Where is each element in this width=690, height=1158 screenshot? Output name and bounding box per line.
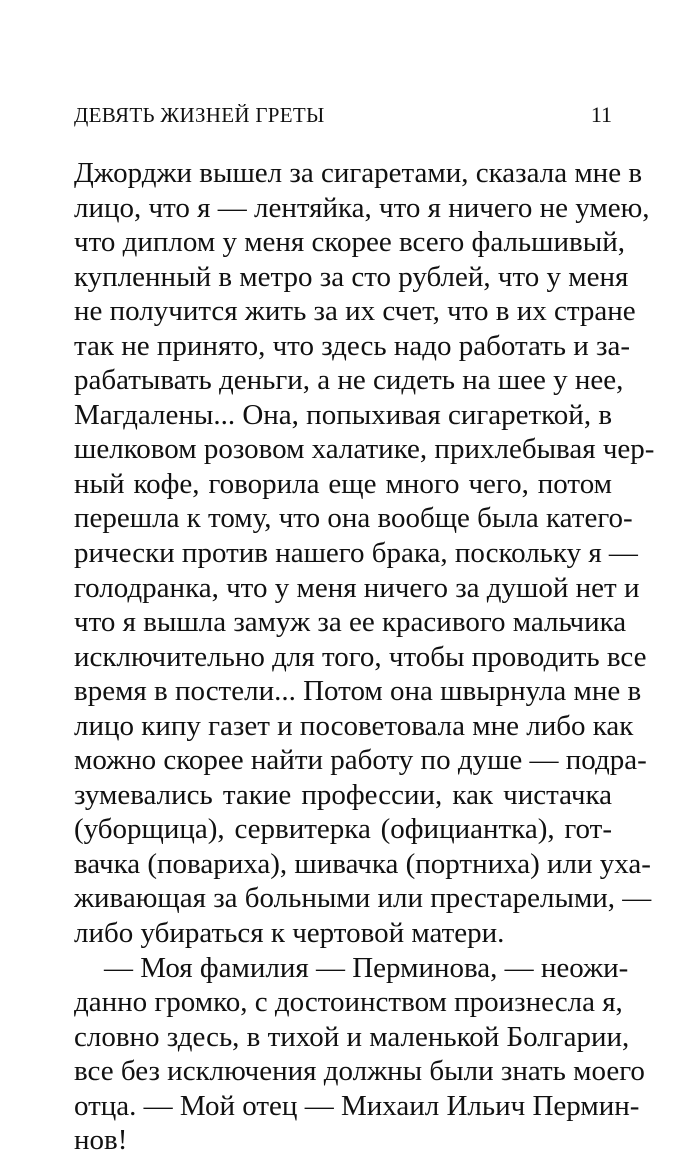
text-line: так не принято, что здесь надо работать и за- <box>74 329 631 362</box>
text-line: купленный в метро за сто рублей, что у меня <box>74 260 629 293</box>
running-header <box>74 100 612 130</box>
text-line: вачка (повариха), шивачка (портниха) или уха- <box>74 847 651 880</box>
text-line: рически против нашего брака, поскольку я — <box>74 537 638 570</box>
text-line: словно здесь, в тихой и маленькой Болгарии, <box>74 1020 630 1053</box>
text-line: — Моя фамилия — Перминова, — неожи- <box>104 951 629 984</box>
running-title: ДЕВЯТЬ ЖИЗНЕЙ ГРЕТЫ <box>74 103 325 127</box>
text-line: нов! <box>74 1124 128 1157</box>
page-number: 11 <box>590 102 612 127</box>
text-line: рабатывать деньги, а не сидеть на шее у нее, <box>74 364 624 397</box>
text-line: что я вышла замуж за ее красивого мальчика <box>74 606 627 639</box>
text-line: ный кофе, говорила еще много чего, потом <box>74 467 612 500</box>
body-text <box>74 156 655 1158</box>
text-line: Джорджи вышел за сигаретами, сказала мне в <box>74 157 643 189</box>
text-line: не получится жить за их счет, что в их стране <box>74 295 636 328</box>
text-line: зумевались такие профессии, как чистачка <box>74 778 612 811</box>
text-line: (уборщица), сервитерка (официантка), гот- <box>74 813 612 846</box>
text-line: все без исключения должны были знать моего <box>74 1055 645 1088</box>
text-line: отца. — Мой отец — Михаил Ильич Пермин- <box>74 1089 640 1122</box>
text-line: голодранка, что у меня ничего за душой нет и <box>74 571 640 604</box>
paragraph-2 <box>74 951 645 1158</box>
text-line: шелковом розовом халатике, прихлебывая чер- <box>74 433 655 466</box>
paragraph-1 <box>74 156 655 951</box>
text-line: время в постели... Потом она швырнула мне в <box>74 675 642 708</box>
text-line: живающая за больными или престарелыми, — <box>74 882 652 915</box>
text-line: либо убираться к чертовой матери. <box>74 917 505 950</box>
text-line: лицо, что я — лентяйка, что я ничего не умею, <box>74 191 650 224</box>
text-line: можно скорее найти работу по душе — подра- <box>74 744 647 777</box>
text-line: перешла к тому, что она вообще была катего- <box>74 502 633 535</box>
text-line: что диплом у меня скорее всего фальшивый, <box>74 226 625 259</box>
text-line: лицо кипу газет и посоветовала мне либо как <box>74 709 634 742</box>
text-line: исключительно для того, чтобы проводить все <box>74 640 647 673</box>
text-line: Магдалены... Она, попыхивая сигареткой, в <box>74 398 613 431</box>
text-line: данно громко, с достоинством произнесла я, <box>74 986 623 1019</box>
